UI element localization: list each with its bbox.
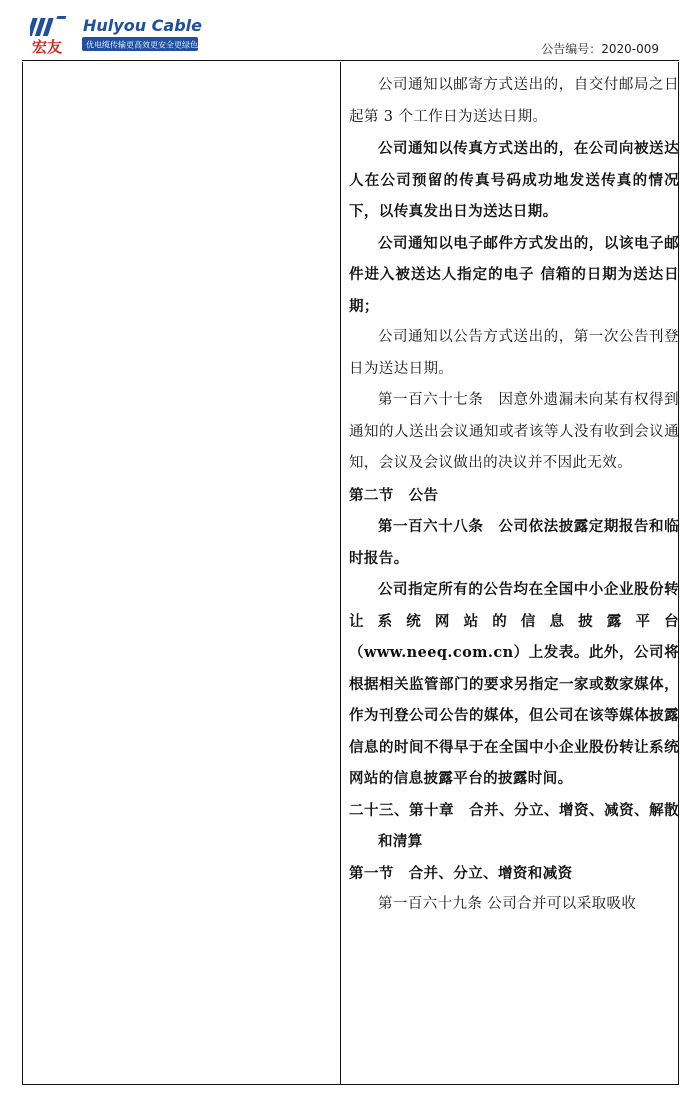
paragraph-fax-notice: 公司通知以传真方式送出的，在公司向被送达人在公司预留的传真号码成功地发送传真的情况下，以传真发出日为送达日期。 [349, 140, 679, 220]
paragraph-mail-notice: 公司通知以邮寄方式送出的，自交付邮局之日起第 3 个工作日为送达日期。 [349, 77, 679, 125]
document-number: 公告编号：2020-009 [541, 42, 659, 56]
header-rule [22, 60, 679, 61]
logo-brand-text: Hulyou Cable [83, 16, 202, 35]
article-167: 第一百六十七条 因意外遗漏未向某有权得到通知的人送出会议通知或者该等人没有收到会议通知，会议及会议做出的决议并不因此无效。 [349, 392, 679, 471]
article-168: 第一百六十八条 公司依法披露定期报告和临时报告。 [349, 518, 679, 567]
paragraph-disclosure-platform: 公司指定所有的公告均在全国中小企业股份转让系统网站的信息披露平台（www.neeq.com.cn）上发表。此外，公司将根据相关监管部门的要求另指定一家或数家媒体，作为刊登公司公告的媒体，但公司在该等媒体披露信息的时间不得早于在全国中小企业股份转让系统网站的信息披露平台的披露时间。 [349, 581, 679, 787]
right-column [349, 70, 679, 921]
page-header [0, 0, 700, 62]
paragraph-announcement-notice: 公司通知以公告方式送出的，第一次公告刊登日为送达日期。 [349, 329, 679, 377]
chapter-heading-merger: 二十三、第十章 合并、分立、增资、减资、解散和清算 [349, 801, 679, 850]
company-logo [30, 14, 205, 58]
logo-slogan-text: 优电缆传输更高效更安全更绿色 [86, 40, 198, 50]
section-heading-announcement: 第二节 公告 [349, 486, 439, 504]
paragraph-email-notice: 公司通知以电子邮件方式发出的，以该电子邮件进入被送达人指定的电子 信箱的日期为送达日期； [349, 234, 679, 315]
article-169: 第一百六十九条 公司合并可以采取吸收 [378, 896, 637, 912]
column-divider [340, 62, 341, 1084]
section-heading-merger: 第一节 合并、分立、增资和减资 [349, 864, 573, 882]
comparison-table [22, 62, 679, 1085]
logo-cn-text: 宏友 [32, 38, 63, 56]
